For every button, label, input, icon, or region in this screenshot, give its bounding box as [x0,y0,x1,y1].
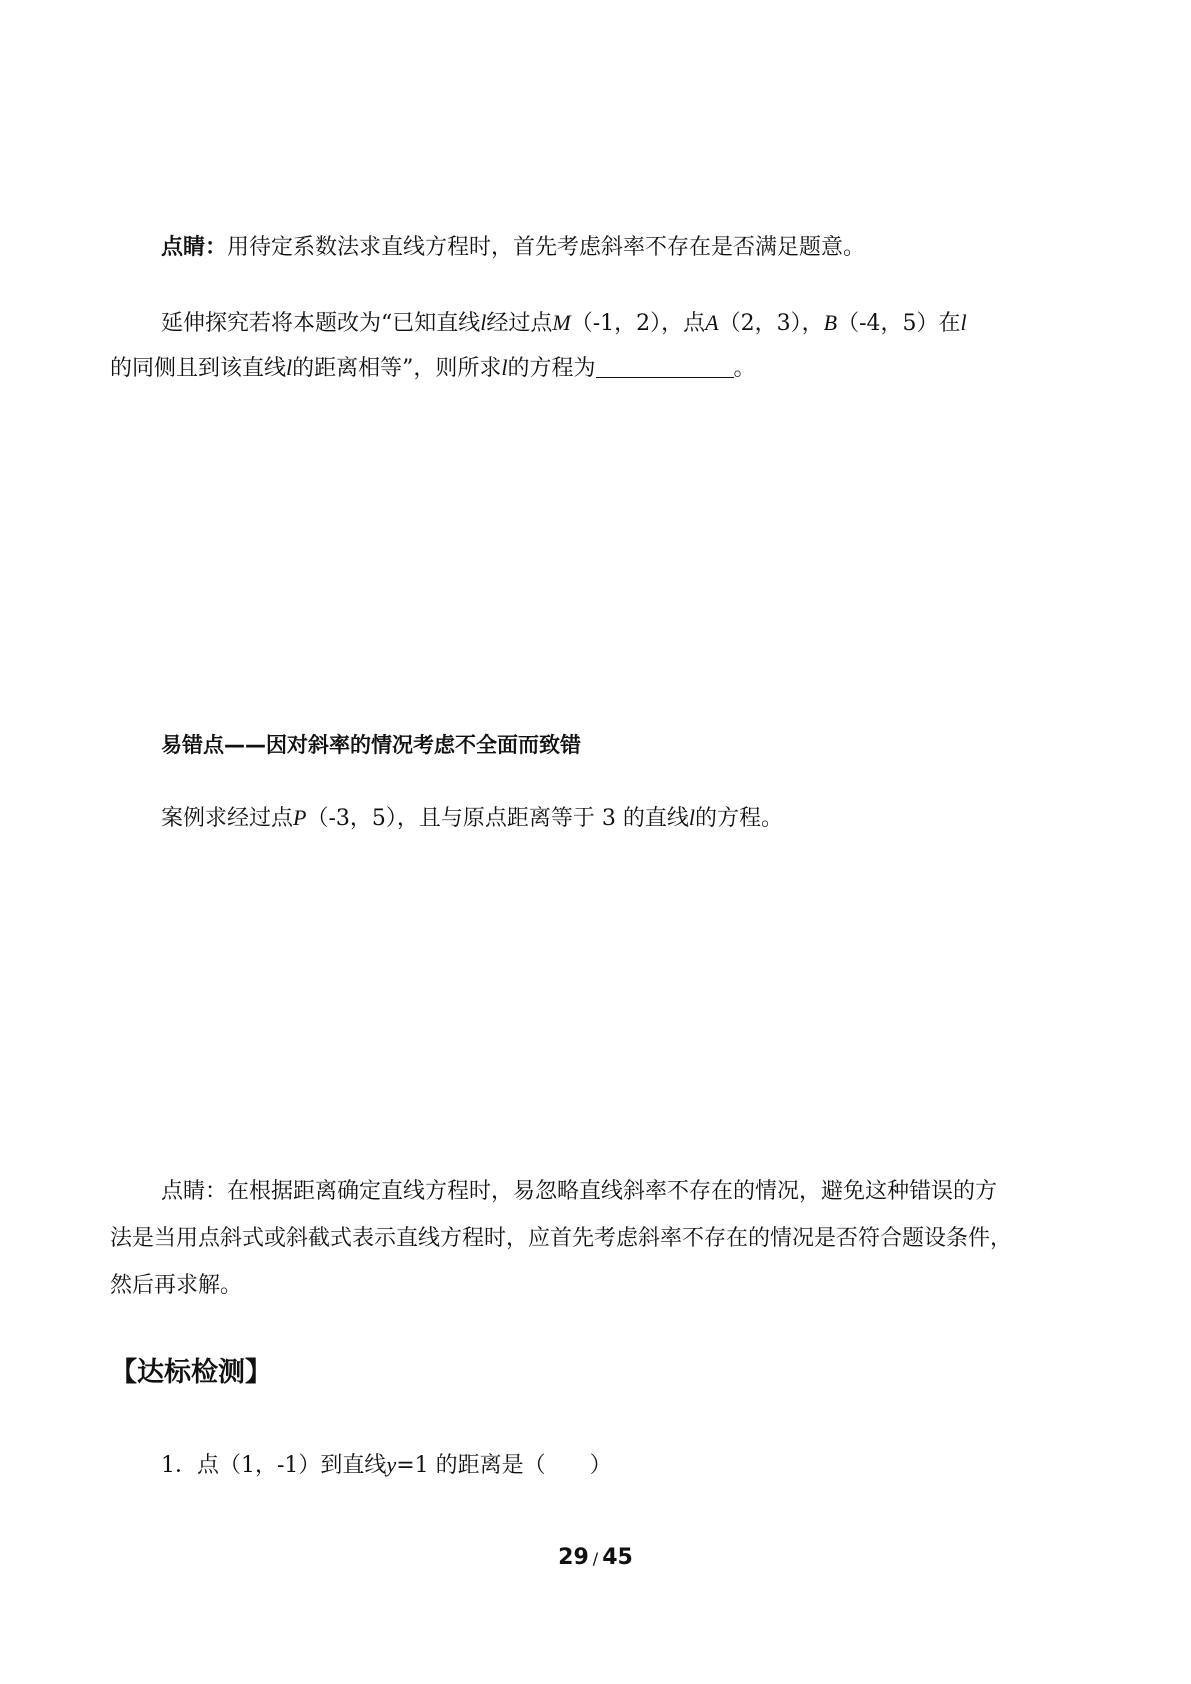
extension-text: （-4，5）在 [837,311,961,336]
dianjing-note-2-line-3: 然后再求解。 [110,1273,243,1298]
case-text: 案例求经过点 [161,806,294,831]
var-M: M [552,310,571,335]
error-point-title: 易错点——因对斜率的情况考虑不全面而致错 [161,733,581,757]
page-separator: / [592,1549,599,1568]
var-l: l [286,355,293,380]
dianjing-note-2-line-1: 点睛：在根据距离确定直线方程时，易忽略直线斜率不存在的情况，避免这种错误的方 [161,1179,998,1204]
extension-text: 经过点 [486,311,553,336]
var-l: l [688,805,696,830]
var-B: B [823,310,838,335]
question-text: 1．点（1，-1）到直线 [161,1453,387,1478]
extension-text: （-1，2），点 [570,311,706,336]
case-text: 的方程。 [695,806,784,831]
extension-line-1 [161,308,967,339]
var-A: A [705,310,719,335]
dianjing-label: 点睛： [161,235,228,260]
current-page: 29 [558,1545,589,1570]
dianjing-text: 用待定系数法求直线方程时，首先考虑斜率不存在是否满足题意。 [227,235,866,260]
extension-text: 。 [733,356,756,381]
error-point-case [161,803,783,834]
extension-line-2 [110,353,756,384]
var-P: P [293,805,307,830]
answer-blank [596,355,734,378]
page-number [0,1545,1191,1570]
extension-text: 的同侧且到该直线 [110,356,287,381]
extension-text: 的方程为 [507,356,596,381]
extension-text: （2，3）， [718,311,824,336]
section-title: 【达标检测】 [110,1357,272,1388]
total-pages: 45 [602,1545,633,1570]
var-l: l [960,310,967,335]
var-l: l [480,310,487,335]
question-text: =1 的距离是（ ） [396,1453,612,1478]
dianjing-note-2-line-2: 法是当用点斜式或斜截式表示直线方程时，应首先考虑斜率不存在的情况是否符合题设条件， [110,1226,1013,1251]
var-l: l [501,355,508,380]
extension-text: 延伸探究若将本题改为“已知直线 [161,311,481,336]
case-text: （-3，5），且与原点距离等于 3 的直线 [306,806,689,831]
question-1 [161,1450,612,1481]
var-y: y [386,1452,397,1477]
dianjing-note-1 [161,233,865,263]
extension-text: 的距离相等”，则所求 [292,356,502,381]
